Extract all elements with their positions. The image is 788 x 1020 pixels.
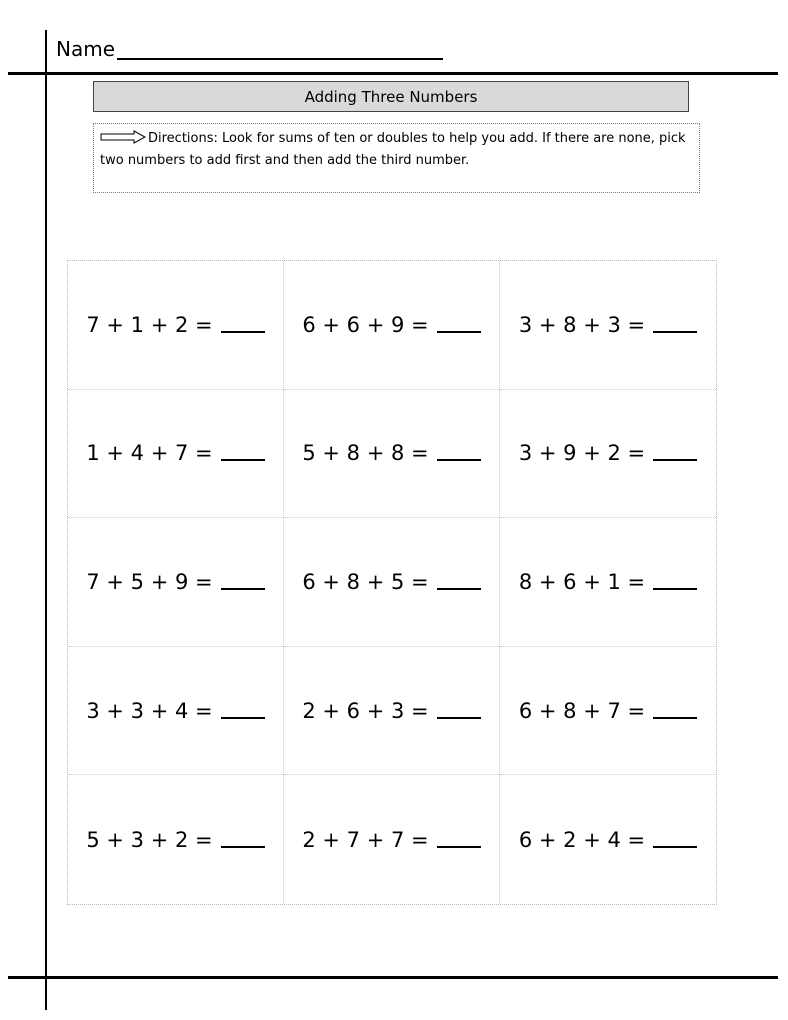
name-row bbox=[56, 34, 443, 60]
problem-equation: 6 + 2 + 4 = bbox=[518, 827, 646, 852]
bottom-rule bbox=[8, 976, 778, 979]
problem-cell bbox=[500, 261, 716, 390]
answer-blank[interactable] bbox=[653, 574, 697, 590]
problem-cell bbox=[68, 261, 284, 390]
problem-equation: 7 + 5 + 9 = bbox=[86, 569, 213, 594]
top-rule bbox=[8, 72, 778, 75]
problem-cell bbox=[68, 390, 284, 519]
problem-equation: 3 + 8 + 3 = bbox=[518, 312, 646, 337]
answer-blank[interactable] bbox=[437, 832, 481, 848]
problem-equation: 3 + 3 + 4 = bbox=[86, 698, 213, 723]
answer-blank[interactable] bbox=[653, 445, 697, 461]
answer-blank[interactable] bbox=[437, 574, 481, 590]
problem-grid bbox=[67, 260, 717, 905]
answer-blank[interactable] bbox=[221, 574, 265, 590]
directions-text: Directions: Look for sums of ten or doubles to help you add. If there are none, pick two numbers to add first and then add the third number. bbox=[100, 131, 686, 168]
worksheet-title bbox=[93, 81, 689, 112]
answer-blank[interactable] bbox=[653, 832, 697, 848]
problem-equation: 8 + 6 + 1 = bbox=[518, 569, 646, 594]
problem-cell bbox=[284, 775, 500, 904]
problem-equation: 6 + 6 + 9 = bbox=[302, 312, 429, 337]
arrow-right-icon bbox=[100, 130, 146, 151]
problem-equation: 6 + 8 + 7 = bbox=[518, 698, 646, 723]
problem-cell bbox=[500, 518, 716, 647]
problem-cell bbox=[284, 647, 500, 776]
answer-blank[interactable] bbox=[221, 832, 265, 848]
worksheet-title-text: Adding Three Numbers bbox=[304, 87, 478, 106]
problem-cell bbox=[500, 390, 716, 519]
name-label: Name bbox=[56, 37, 116, 61]
problem-cell bbox=[68, 775, 284, 904]
answer-blank[interactable] bbox=[221, 445, 265, 461]
problem-equation: 7 + 1 + 2 = bbox=[86, 312, 213, 337]
problem-cell bbox=[284, 261, 500, 390]
problem-equation: 3 + 9 + 2 = bbox=[518, 441, 646, 466]
answer-blank[interactable] bbox=[653, 703, 697, 719]
name-input-line[interactable] bbox=[117, 38, 443, 60]
directions-box bbox=[93, 123, 700, 193]
answer-blank[interactable] bbox=[437, 317, 481, 333]
problem-cell bbox=[68, 647, 284, 776]
problem-cell bbox=[500, 775, 716, 904]
problem-cell bbox=[284, 518, 500, 647]
problem-equation: 1 + 4 + 7 = bbox=[86, 441, 213, 466]
answer-blank[interactable] bbox=[653, 317, 697, 333]
problem-cell bbox=[284, 390, 500, 519]
answer-blank[interactable] bbox=[437, 703, 481, 719]
problem-cell bbox=[68, 518, 284, 647]
problem-equation: 5 + 3 + 2 = bbox=[86, 827, 213, 852]
problem-equation: 5 + 8 + 8 = bbox=[302, 441, 429, 466]
answer-blank[interactable] bbox=[221, 703, 265, 719]
answer-blank[interactable] bbox=[221, 317, 265, 333]
problem-equation: 6 + 8 + 5 = bbox=[302, 569, 429, 594]
answer-blank[interactable] bbox=[437, 445, 481, 461]
problem-equation: 2 + 6 + 3 = bbox=[302, 698, 429, 723]
margin-line bbox=[45, 30, 47, 1010]
problem-cell bbox=[500, 647, 716, 776]
problem-equation: 2 + 7 + 7 = bbox=[302, 827, 429, 852]
